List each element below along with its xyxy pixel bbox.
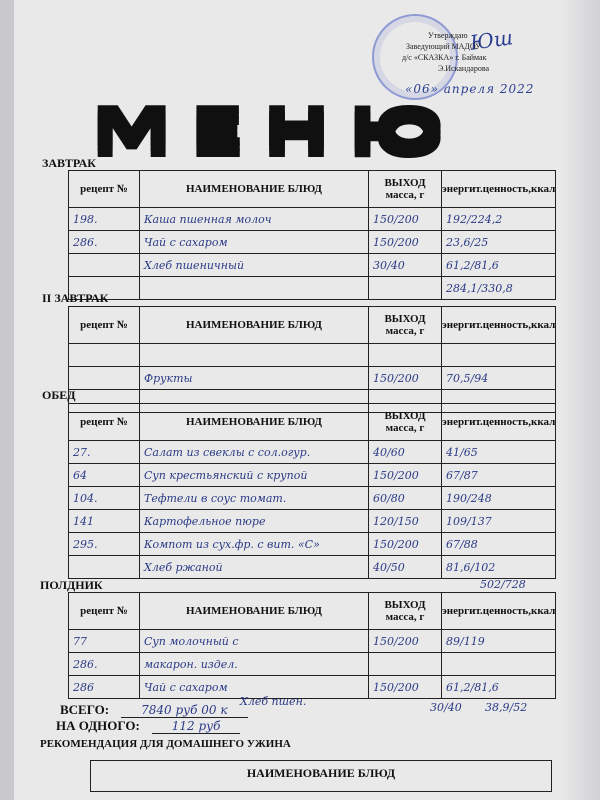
cell-energy: 81,6/102 bbox=[442, 556, 556, 579]
cell-recipe: 286 bbox=[69, 676, 140, 699]
cell-dish: Хлеб пшеничный bbox=[140, 254, 369, 277]
table-row bbox=[69, 367, 556, 390]
cell-dish: макарон. издел. bbox=[140, 653, 369, 676]
section-label-snack: ПОЛДНИК bbox=[40, 578, 103, 592]
table-row bbox=[69, 254, 556, 277]
header-recipe: рецепт № bbox=[69, 404, 140, 441]
table-breakfast bbox=[68, 170, 556, 300]
cell-dish bbox=[140, 344, 369, 367]
cell-dish: Фрукты bbox=[140, 367, 369, 390]
header-dish: НАИМЕНОВАНИЕ БЛЮД bbox=[140, 171, 369, 208]
total-label: ВСЕГО: bbox=[60, 702, 110, 717]
header-recipe: рецепт № bbox=[69, 593, 140, 630]
total-value: 7840 руб 00 к bbox=[121, 703, 247, 718]
cell-energy: 70,5/94 bbox=[442, 367, 556, 390]
snack-extra-dish: Хлеб пшен. bbox=[240, 695, 307, 708]
cell-recipe: 104. bbox=[69, 487, 140, 510]
table-row bbox=[69, 277, 556, 300]
cell-yield: 30/40 bbox=[369, 254, 442, 277]
cell-yield: 40/60 bbox=[369, 441, 442, 464]
cell-recipe: 198. bbox=[69, 208, 140, 231]
cell-recipe: 77 bbox=[69, 630, 140, 653]
table-row bbox=[69, 653, 556, 676]
header-energy: энергит.ценность,ккал bbox=[442, 171, 556, 208]
approval-line-3: д/с «СКАЗКА» г. Баймак bbox=[402, 53, 487, 62]
cell-recipe bbox=[69, 556, 140, 579]
table-row bbox=[69, 464, 556, 487]
cell-recipe bbox=[69, 367, 140, 390]
table-lunch bbox=[68, 403, 556, 579]
header-yield: ВЫХОД масса, г bbox=[369, 593, 442, 630]
cell-recipe: 286. bbox=[69, 231, 140, 254]
cell-recipe: 295. bbox=[69, 533, 140, 556]
per-one-label: НА ОДНОГО: bbox=[56, 718, 140, 733]
table-row bbox=[69, 556, 556, 579]
table-second-breakfast bbox=[68, 306, 556, 413]
cell-yield: 150/200 bbox=[369, 208, 442, 231]
header-recipe: рецепт № bbox=[69, 171, 140, 208]
cell-dish: Чай с сахаром bbox=[140, 676, 369, 699]
cell-yield: 120/150 bbox=[369, 510, 442, 533]
per-one-value: 112 руб bbox=[152, 719, 241, 734]
table-row bbox=[69, 630, 556, 653]
dinner-table bbox=[90, 760, 552, 792]
cell-recipe: 64 bbox=[69, 464, 140, 487]
header-dish: НАИМЕНОВАНИЕ БЛЮД bbox=[140, 593, 369, 630]
recommendation-label: РЕКОМЕНДАЦИЯ ДЛЯ ДОМАШНЕГО УЖИНА bbox=[40, 738, 291, 750]
table-header-row bbox=[69, 171, 556, 208]
header-yield: ВЫХОД масса, г bbox=[369, 171, 442, 208]
table-snack bbox=[68, 592, 556, 699]
cell-dish: Чай с сахаром bbox=[140, 231, 369, 254]
approval-line-4: Э.Искандарова bbox=[438, 64, 490, 73]
cell-energy: 190/248 bbox=[442, 487, 556, 510]
cell-dish: Компот из сух.фр. с вит. «С» bbox=[140, 533, 369, 556]
header-dish: НАИМЕНОВАНИЕ БЛЮД bbox=[140, 307, 369, 344]
header-energy: энергит.ценность,ккал bbox=[442, 593, 556, 630]
cell-energy: 67/88 bbox=[442, 533, 556, 556]
cell-yield: 150/200 bbox=[369, 533, 442, 556]
table-header-row bbox=[69, 593, 556, 630]
snack-extra-energy: 38,9/52 bbox=[485, 701, 528, 714]
cell-yield: 40/50 bbox=[369, 556, 442, 579]
section-label-second-breakfast: II ЗАВТРАК bbox=[42, 291, 109, 305]
cell-energy: 61,2/81,6 bbox=[442, 676, 556, 699]
approval-date: «06» апреля 2022 bbox=[405, 82, 535, 96]
cell-energy: 67/87 bbox=[442, 464, 556, 487]
lunch-total: 502/728 bbox=[480, 578, 526, 591]
header-energy: энергит.ценность,ккал bbox=[442, 404, 556, 441]
approval-block bbox=[388, 30, 568, 74]
cell-yield bbox=[369, 277, 442, 300]
table-row bbox=[69, 208, 556, 231]
cell-dish: Каша пшенная молоч bbox=[140, 208, 369, 231]
cell-recipe bbox=[69, 344, 140, 367]
cell-energy: 192/224,2 bbox=[442, 208, 556, 231]
signature: Юш bbox=[468, 25, 515, 55]
section-label-breakfast: ЗАВТРАК bbox=[42, 156, 97, 170]
section-label-lunch: ОБЕД bbox=[42, 388, 76, 402]
approval-line-1: Утверждаю bbox=[428, 31, 468, 40]
table-row bbox=[69, 231, 556, 254]
cell-energy: 61,2/81,6 bbox=[442, 254, 556, 277]
cell-yield: 150/200 bbox=[369, 676, 442, 699]
cell-yield bbox=[369, 344, 442, 367]
approval-line-2: Заведующий МАДОУ bbox=[406, 42, 481, 51]
table-header-row bbox=[69, 404, 556, 441]
table-row bbox=[69, 676, 556, 699]
cell-recipe: 141 bbox=[69, 510, 140, 533]
header-energy: энергит.ценность,ккал bbox=[442, 307, 556, 344]
cell-dish: Суп молочный с bbox=[140, 630, 369, 653]
cell-dish bbox=[140, 277, 369, 300]
cell-energy bbox=[442, 344, 556, 367]
per-one-line bbox=[56, 718, 240, 734]
total-line bbox=[60, 702, 248, 718]
cell-yield: 150/200 bbox=[369, 231, 442, 254]
cell-dish: Тефтели в соус томат. bbox=[140, 487, 369, 510]
cell-recipe: 27. bbox=[69, 441, 140, 464]
cell-yield: 150/200 bbox=[369, 630, 442, 653]
cell-dish: Салат из свеклы с сол.огур. bbox=[140, 441, 369, 464]
table-header-row bbox=[69, 307, 556, 344]
header-yield: ВЫХОД масса, г bbox=[369, 307, 442, 344]
header-recipe: рецепт № bbox=[69, 307, 140, 344]
table-row bbox=[69, 487, 556, 510]
header-yield: ВЫХОД масса, г bbox=[369, 404, 442, 441]
cell-yield: 150/200 bbox=[369, 464, 442, 487]
cell-energy: 23,6/25 bbox=[442, 231, 556, 254]
cell-energy: 41/65 bbox=[442, 441, 556, 464]
cell-dish: Суп крестьянский с крупой bbox=[140, 464, 369, 487]
page-title: МЕНЮ bbox=[90, 101, 461, 164]
cell-yield bbox=[369, 653, 442, 676]
cell-yield: 60/80 bbox=[369, 487, 442, 510]
cell-energy: 284,1/330,8 bbox=[442, 277, 556, 300]
table-row bbox=[69, 533, 556, 556]
cell-energy bbox=[442, 653, 556, 676]
cell-energy: 89/119 bbox=[442, 630, 556, 653]
cell-yield: 150/200 bbox=[369, 367, 442, 390]
table-row bbox=[69, 510, 556, 533]
dinner-header-dish: НАИМЕНОВАНИЕ БЛЮД bbox=[246, 766, 396, 780]
cell-dish: Картофельное пюре bbox=[140, 510, 369, 533]
table-row bbox=[69, 344, 556, 367]
cell-dish: Хлеб ржаной bbox=[140, 556, 369, 579]
snack-extra-yield: 30/40 bbox=[430, 701, 462, 714]
table-row bbox=[69, 441, 556, 464]
cell-recipe bbox=[69, 254, 140, 277]
header-dish: НАИМЕНОВАНИЕ БЛЮД bbox=[140, 404, 369, 441]
cell-energy: 109/137 bbox=[442, 510, 556, 533]
cell-recipe: 286. bbox=[69, 653, 140, 676]
